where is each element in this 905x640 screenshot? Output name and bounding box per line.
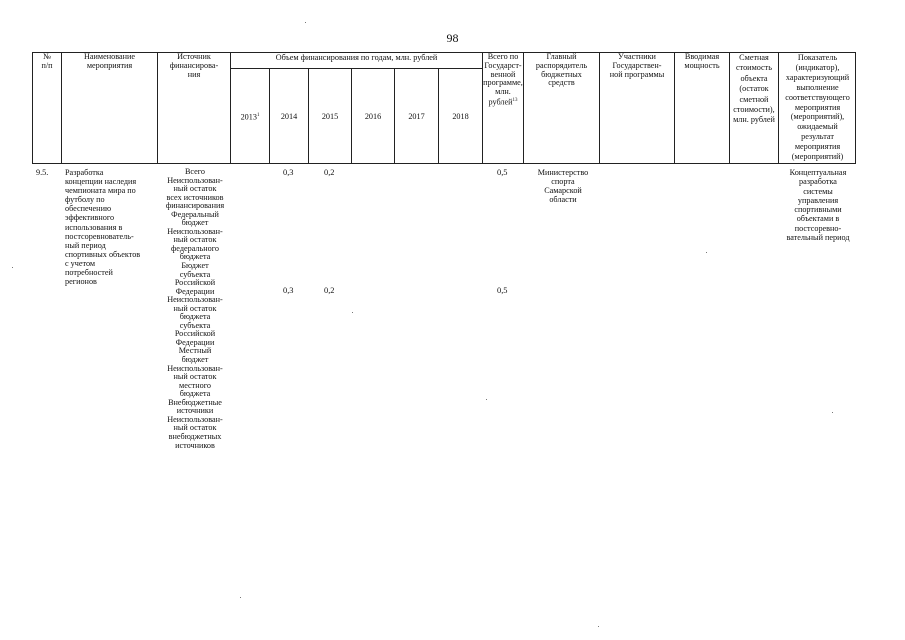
page-number: 98 [446,31,459,45]
header-col-divider [230,52,231,164]
scan-speck [12,267,13,268]
value-subject-all: 0,5 [497,286,508,295]
header-year-2018: 2018 [452,112,469,121]
header-line: млн. рублей [733,115,775,125]
expected-result [779,168,857,242]
header-number [33,53,61,71]
source-line: Внебюджетные [168,397,222,407]
result-line: разработка [799,177,837,187]
header-line: мероприятия [794,102,841,112]
result-line: спортивными [794,205,842,215]
main-manager-line: Самарской [544,186,582,196]
source-line: субъекта [179,269,211,279]
header-line: распорядитель [535,60,588,70]
header-capacity [675,53,729,71]
header-event-name [62,53,157,71]
event-name-line: регионов [65,277,97,287]
source-line: Российской [174,329,216,339]
header-line: характеризующий [785,72,850,82]
source-line: внебюджетных [168,431,222,441]
source-line: ный остаток [173,184,217,194]
header-line: Государствен- [612,60,662,70]
header-line: Вводимая [684,52,720,61]
event-name-line: потребностей [65,268,113,278]
header-line: (остаток [739,84,769,94]
event-name-line: чемпионата мира по [65,186,136,196]
header-total [483,53,523,108]
event-name-line: использования в [65,222,123,232]
header-year-2014: 2014 [280,112,298,121]
header-line: Сметная [739,53,769,62]
result-line: постсоревно- [794,223,842,233]
result-line: системы [803,186,833,196]
source-line: Неиспользован- [167,226,223,236]
header-estimate-cost [730,53,778,126]
scan-speck [706,252,707,253]
header-line: мощность [684,60,720,70]
header-total-footnote: 13 [512,97,518,103]
header-line: (индикатор), [795,62,840,72]
scan-speck [598,626,599,627]
result-line: управления [797,195,839,205]
result-line: Концептуальная [789,168,847,177]
value-total-2015: 0,2 [324,168,335,177]
event-name-line: постсоревнователь- [65,231,134,241]
header-line: Наименование [83,52,135,61]
table-header [32,52,856,163]
event-name-line: спортивных объектов [65,249,141,259]
header-bottom-border [32,163,856,164]
source-line: Бюджет [181,261,209,271]
event-name-line: с учетом [65,258,96,268]
source-line: финансирования [165,201,225,211]
source-line: всех источников [166,192,224,202]
event-name-line: концепции наследия [65,177,137,187]
header-line: Государст- [484,60,522,70]
header-line: финансирова- [169,60,219,70]
header-line [483,97,523,108]
result-line: объектами в [796,214,840,224]
header-line: стоимость [735,63,772,73]
source-line: Федеральный [171,209,219,219]
source-line: Неиспользован- [167,295,223,305]
header-line: № [43,52,51,61]
value-subject-2014: 0,3 [283,286,294,295]
header-line: Главный [546,52,577,61]
event-name [65,168,161,286]
source-line: бюджет [181,355,209,365]
header-year-divider [230,68,482,69]
scan-speck [305,22,306,23]
event-name-line: обеспечению [65,204,112,214]
header-line: стоимости), [733,105,775,115]
funding-source-list [156,168,234,450]
header-year-2013 [231,112,269,123]
header-line: средств [548,78,575,88]
source-line: источников [175,440,215,450]
source-line: ный остаток [173,303,217,313]
header-year-2017: 2017 [408,112,425,121]
header-line: выполнение [796,82,839,92]
header-year-footnote: 1 [256,113,260,118]
source-line: Неиспользован- [167,414,223,424]
header-line: Участники [618,52,656,61]
source-line: бюджета [179,312,211,322]
header-line: результат [801,132,834,142]
header-line: Всего по [487,52,519,61]
header-line: венной [490,69,516,79]
source-line: Местный [178,346,212,356]
header-funding-volume: Объем финансирования по годам, млн. рублей [275,53,438,62]
header-line: млн. [495,87,511,97]
source-line: Всего [184,167,206,176]
scan-speck [832,412,833,413]
source-line: источники [176,406,214,416]
source-line: ный остаток [173,235,217,245]
main-budget-manager [524,168,602,204]
result-line: вательный период [786,233,850,243]
source-line: Федерации [175,337,215,347]
source-line: субъекта [179,320,211,330]
header-line: ожидаемый [797,122,838,132]
header-line: (мероприятий) [791,152,844,162]
header-main-manager [524,53,599,88]
header-line: сметной [739,94,769,104]
header-line: Показатель [797,53,838,62]
header-line: п/п [41,60,53,70]
header-year-label: 2013 [240,112,257,122]
scan-speck [352,312,353,313]
header-year-2016: 2016 [364,112,382,121]
value-subject-2015: 0,2 [324,286,335,295]
header-line: объекта [740,73,768,83]
scan-speck [486,399,487,400]
source-line: местного [179,380,211,390]
value-total-2014: 0,3 [283,168,294,177]
main-manager-line: области [549,195,577,205]
header-line: (мероприятий), [790,112,845,122]
header-funding-source [158,53,230,79]
header-total-unit: рублей [488,97,513,107]
event-name-line: футболу по [65,195,105,205]
source-line: Федерации [175,286,215,296]
source-line: ный остаток [173,423,217,433]
main-manager-line: Министерство [537,168,589,177]
source-line: федерального [171,243,219,253]
event-name-line: эффективного [65,213,115,223]
main-manager-line: спорта [551,177,575,187]
header-line: мероприятия [86,60,133,70]
header-participants [600,53,674,79]
header-line: Источник [177,52,211,61]
source-line: бюджета [179,252,211,262]
header-line: ния [187,69,201,79]
header-line: мероприятия [794,142,841,152]
source-line: Российской [174,278,216,288]
event-name-line: Разработка [65,168,104,177]
header-line: бюджетных [541,69,582,79]
event-name-line: ный период [65,240,106,250]
header-line: программе, [483,78,523,88]
header-line: соответствующего [785,92,850,102]
scan-speck [240,597,241,598]
source-line: бюджета [179,389,211,399]
source-line: ный остаток [173,372,217,382]
source-line: Неиспользован- [167,363,223,373]
header-indicator [779,53,856,162]
row-number: 9.5. [36,168,49,177]
source-line: Неиспользован- [167,175,223,185]
header-line: ной программы [609,69,665,79]
header-year-2015: 2015 [321,112,339,121]
value-total-all: 0,5 [497,168,508,177]
source-line: бюджет [181,218,209,228]
